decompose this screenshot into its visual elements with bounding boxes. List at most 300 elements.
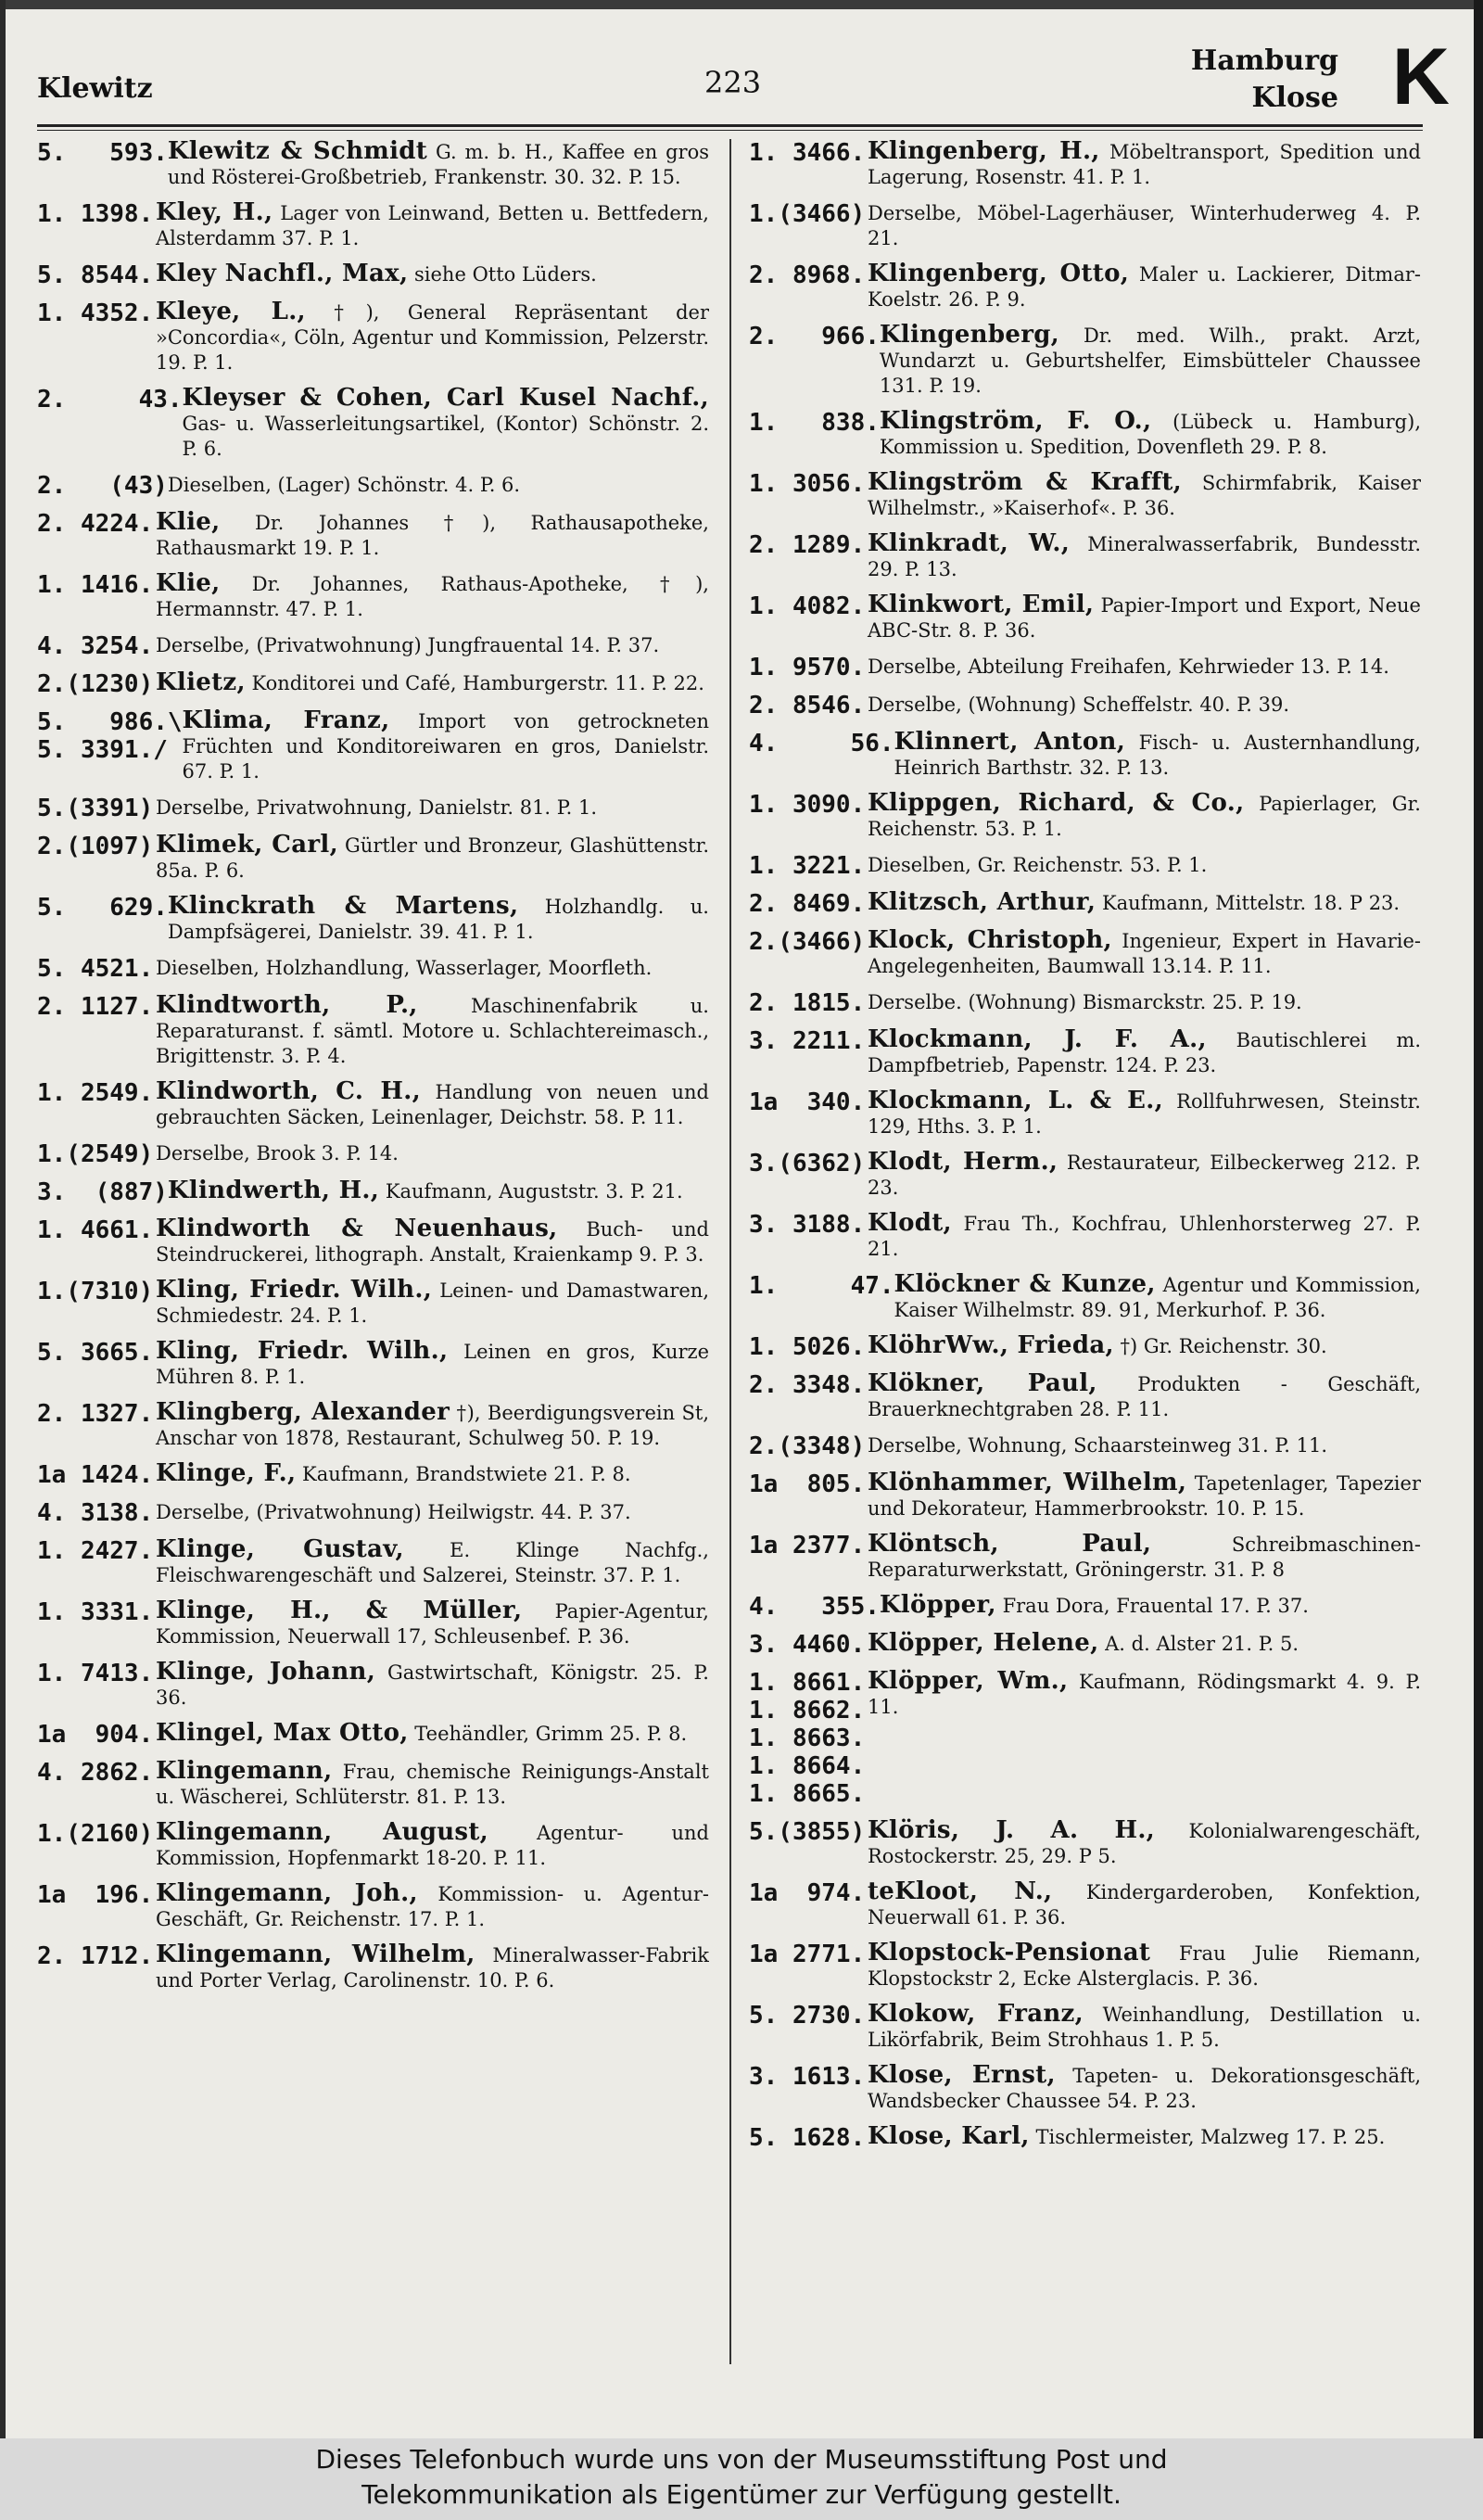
subscriber-name: teKloot, N.,	[868, 1877, 1053, 1905]
phone-number: 1a 2377.	[749, 1532, 866, 1559]
phone-number: 1a 196.	[37, 1881, 154, 1909]
subscriber-details: Kommission- u. Agentur-Geschäft, Gr. Reichenstr. 17. P. 1.	[156, 1883, 709, 1930]
entry-text	[156, 1079, 709, 1130]
subscriber-details: G. m. b. H., Kaffee en gros und Rösterei-Großbetrieb, Frankenstr. 30. 32. P. 15.	[167, 141, 709, 188]
directory-entry	[37, 670, 709, 698]
subscriber-details: Dr. Johannes, Rathaus-Apotheke, †), Hermannstr. 47. P. 1.	[156, 573, 709, 620]
entry-text	[156, 1721, 709, 1747]
directory-entry	[749, 592, 1421, 643]
subscriber-details: Agentur und Kommission, Kaiser Wilhelmstr. 89. 91, Merkurhof. P. 36.	[894, 1274, 1421, 1321]
subscriber-details: Tischlermeister, Malzweg 17. P. 25.	[1035, 2126, 1386, 2148]
subscriber-details: Bautischlerei m. Dampfbetrieb, Papenstr. 124. P. 23.	[868, 1029, 1421, 1076]
phone-number: 1. 8661. 1. 8662. 1. 8663. 1. 8664. 1. 8665.	[749, 1669, 866, 1808]
subscriber-details: Konditorei und Café, Hamburgerstr. 11. P. 22.	[251, 672, 704, 694]
page-header	[37, 32, 1455, 137]
phone-number: 5. 8544.	[37, 261, 154, 289]
subscriber-details: Dr. med. Wilh., prakt. Arzt, Wundarzt u. Geburtshelfer, Eimsbütteler Chaussee 131. P. 19.	[879, 325, 1421, 397]
phone-number: 3. 3188.	[749, 1211, 866, 1239]
directory-entry	[749, 1631, 1421, 1659]
subscriber-name: KlöhrWw., Frieda,	[868, 1331, 1114, 1359]
subscriber-name: Kling, Friedr. Wilh.,	[156, 1276, 433, 1304]
directory-entry	[749, 200, 1421, 251]
directory-entry	[37, 1079, 709, 1130]
directory-entry	[37, 200, 709, 251]
entry-text	[168, 894, 709, 945]
directory-entry	[37, 708, 709, 784]
directory-entry	[37, 1216, 709, 1267]
entry-text	[868, 2063, 1421, 2114]
subscriber-details: Agentur- und Kommission, Hopfenmarkt 18-20. P. 11.	[156, 1822, 709, 1869]
entry-spacer	[1207, 1029, 1236, 1051]
phone-number: 1. 5026.	[749, 1333, 866, 1361]
entry-text	[183, 708, 709, 784]
subscriber-name: Klitzsch, Arthur,	[868, 888, 1096, 916]
header-section-letter: K	[1391, 32, 1450, 121]
phone-number: 1. 3090.	[749, 791, 866, 819]
entry-spacer	[306, 301, 334, 324]
entry-text	[868, 592, 1421, 643]
subscriber-details: Frau Julie Riemann, Klopstockstr 2, Ecke Alsterglacis. P. 36.	[868, 1942, 1421, 1990]
phone-number: 1a 1424.	[37, 1461, 154, 1489]
subscriber-details: Derselbe, (Wohnung) Scheffelstr. 40. P. 39.	[868, 694, 1290, 716]
entry-spacer	[996, 1595, 1003, 1617]
entry-spacer	[296, 1463, 302, 1485]
subscriber-details: Derselbe, (Privatwohnung) Heilwigstr. 44. P. 37.	[156, 1501, 631, 1523]
entry-spacer	[1163, 1090, 1176, 1113]
entry-text	[868, 692, 1421, 718]
entry-text	[156, 510, 709, 561]
subscriber-name: Klöpper,	[879, 1591, 996, 1619]
entry-text	[156, 1216, 709, 1267]
subscriber-name: Kleye, L.,	[156, 298, 306, 325]
directory-entry	[37, 510, 709, 561]
subscriber-details: Tapetenlager, Tapezier und Dekorateur, Hammerbrookstr. 10. P. 15.	[868, 1472, 1421, 1520]
entry-text	[868, 928, 1421, 979]
directory-entry	[749, 1272, 1421, 1323]
entry-text	[156, 200, 709, 251]
entry-spacer	[1244, 793, 1259, 815]
subscriber-details: Produkten - Geschäft, Brauerknechtgraben 28. P. 11.	[868, 1373, 1421, 1420]
phone-number: 1. 3056.	[749, 470, 866, 498]
entry-spacer	[333, 1761, 343, 1783]
phone-number: 2. 43.	[37, 386, 183, 414]
phone-number: 1. 3466.	[749, 139, 866, 167]
subscriber-details: Dr. Johannes †), Rathausapotheke, Rathausmarkt 19. P. 1.	[156, 512, 709, 559]
entry-spacer	[1070, 533, 1087, 555]
subscriber-details: Derselbe, Brook 3. P. 14.	[156, 1142, 399, 1165]
phone-number: 1. 7413.	[37, 1660, 154, 1687]
page-number: 223	[704, 65, 762, 100]
directory-entry	[37, 571, 709, 622]
phone-number: 1. 3221.	[749, 852, 866, 880]
subscriber-name: Klose, Ernst,	[868, 2061, 1056, 2089]
subscriber-name: Klingemann, Wilhelm,	[156, 1941, 475, 1968]
subscriber-name: Klindworth & Neuenhaus,	[156, 1215, 558, 1242]
directory-entry	[749, 1432, 1421, 1460]
subscriber-details: Leinen- und Damastwaren, Schmiedestr. 24. P. 1.	[156, 1279, 709, 1327]
subscriber-details: Fisch- u. Austernhandlung, Heinrich Barthstr. 32. P. 13.	[894, 732, 1421, 779]
entry-text	[868, 1879, 1421, 1930]
entry-text	[868, 531, 1421, 582]
directory-entry	[749, 323, 1421, 399]
subscriber-name: Klinge, F.,	[156, 1459, 297, 1487]
directory-entry	[749, 409, 1421, 460]
phone-number: 5. 4521.	[37, 955, 154, 983]
subscriber-name: Klodt,	[868, 1209, 952, 1237]
entry-spacer	[1100, 141, 1109, 163]
entry-spacer	[421, 1081, 436, 1103]
header-rule-thin	[37, 130, 1423, 131]
subscriber-details: Kaufmann, Rödingsmarkt 4. 9. P. 11.	[868, 1671, 1421, 1718]
subscriber-details: Papier-Agentur, Kommission, Neuerwall 17, Schleusenbef. P. 36.	[156, 1600, 709, 1648]
entry-spacer	[1151, 1534, 1232, 1556]
entry-spacer	[1056, 2065, 1072, 2087]
directory-entry	[37, 1820, 709, 1871]
entry-text	[880, 409, 1421, 460]
subscriber-details: Gastwirtschaft, Königstr. 25. P. 36.	[156, 1661, 709, 1709]
entry-text	[868, 1027, 1421, 1078]
page-right-edge	[1474, 0, 1483, 2438]
subscriber-name: Klöris, J. A. H.,	[868, 1816, 1156, 1844]
phone-number: 1. 1416.	[37, 571, 154, 599]
entry-spacer	[518, 896, 544, 918]
subscriber-name: Klingström & Krafft,	[868, 468, 1183, 496]
subscriber-name: Kley Nachfl., Max,	[156, 260, 409, 287]
subscriber-name: Klingström, F. O.,	[879, 407, 1152, 435]
entry-spacer	[1052, 1881, 1085, 1903]
entry-text	[868, 1432, 1421, 1458]
directory-entry	[749, 2063, 1421, 2114]
phone-number: 5. 629.	[37, 894, 168, 922]
phone-number: 2. 8968.	[749, 261, 866, 289]
directory-entry	[37, 139, 709, 190]
subscriber-details: Frau Dora, Frauental 17. P. 37.	[1002, 1595, 1309, 1617]
directory-entry	[37, 993, 709, 1069]
phone-number: 2.(3466)	[749, 928, 866, 956]
entry-text	[156, 571, 709, 622]
subscriber-name: Klietz,	[156, 668, 246, 696]
column-divider	[729, 139, 731, 2364]
subscriber-name: Klindworth, C. H.,	[156, 1077, 421, 1105]
entry-text	[868, 261, 1421, 312]
phone-number: 1a 2771.	[749, 1941, 866, 1968]
subscriber-details: Mineralwasserfabrik, Bundesstr. 29. P. 13.	[868, 533, 1421, 580]
phone-number: 2. 8469.	[749, 890, 866, 918]
subscriber-name: Klippgen, Richard, & Co.,	[868, 789, 1245, 817]
entry-spacer	[1129, 263, 1139, 286]
directory-entry	[37, 1278, 709, 1329]
subscriber-details: Leinen en gros, Kurze Mühren 8. P. 1.	[156, 1341, 709, 1388]
directory-entry	[37, 833, 709, 884]
phone-number: 2.(1230)	[37, 670, 154, 698]
subscriber-name: Klingenberg, Otto,	[868, 260, 1130, 287]
phone-number: 2. 1289.	[749, 531, 866, 559]
subscriber-name: Klöpper, Helene,	[868, 1629, 1099, 1657]
entry-spacer	[558, 1218, 587, 1241]
subscriber-name: Klingemann, Joh.,	[156, 1879, 418, 1907]
phone-number: 2. 1127.	[37, 993, 154, 1021]
entry-spacer	[338, 834, 345, 857]
directory-entry	[37, 1499, 709, 1527]
directory-entry	[37, 386, 709, 462]
subscriber-name: Klockmann, L. & E.,	[868, 1087, 1163, 1114]
subscriber-name: Kling, Friedr. Wilh.,	[156, 1337, 449, 1365]
subscriber-details: Kaufmann, Mittelstr. 18. P 23.	[1101, 892, 1401, 914]
subscriber-details: Buch- und Steindruckerei, lithograph. Anstalt, Kraienkamp 9. P. 3.	[156, 1218, 709, 1266]
right-column	[749, 139, 1421, 2383]
entry-text	[868, 1088, 1421, 1139]
entry-text	[156, 1881, 709, 1932]
phone-number: 1a 904.	[37, 1721, 154, 1749]
left-column	[37, 139, 709, 2383]
directory-entry	[37, 795, 709, 822]
directory-entry	[37, 472, 709, 500]
subscriber-name: Klinge, H., & Müller,	[156, 1597, 523, 1624]
phone-number: 2. 1815.	[749, 989, 866, 1017]
phone-number: 3. (887)	[37, 1178, 168, 1206]
entry-text	[156, 261, 709, 287]
subscriber-name: Klöntsch, Paul,	[868, 1530, 1152, 1558]
entry-spacer	[448, 1341, 463, 1363]
subscriber-details: †), General Repräsentant der »Concordia«, Cöln, Agentur und Kommission, Pelzerstr. 19. P. 1.	[156, 301, 709, 374]
phone-number: 2.(1097)	[37, 833, 154, 860]
entry-text	[868, 989, 1421, 1015]
directory-entry	[749, 1818, 1421, 1869]
directory-entry	[749, 989, 1421, 1017]
directory-entry	[37, 894, 709, 945]
entry-text	[156, 1499, 709, 1525]
subscriber-details: E. Klinge Nachfg., Fleischwarengeschäft und Salzerei, Steinstr. 37. P. 1.	[156, 1539, 709, 1586]
subscriber-name: Klokow, Franz,	[868, 2000, 1084, 2028]
subscriber-details: Schreibmaschinen-Reparaturwerkstatt, Gröningerstr. 31. P. 8	[868, 1534, 1421, 1581]
entry-spacer	[408, 263, 414, 286]
directory-entry	[37, 1881, 709, 1932]
footer-line-2: Telekommunikation als Eigentümer zur Verfügung gestellt.	[361, 2479, 1122, 2510]
entry-text	[868, 200, 1421, 251]
phone-number: 4. 355.	[749, 1593, 880, 1621]
entry-spacer	[379, 1180, 386, 1203]
phone-number: 5. 986.\ 5. 3391./	[37, 708, 183, 764]
subscriber-details: Frau, chemische Reinigungs-Anstalt u. Wäscherei, Schlüterstr. 81. P. 13.	[156, 1761, 709, 1808]
entry-text	[156, 1942, 709, 1993]
phone-number: 1.(2160)	[37, 1820, 154, 1848]
subscriber-name: Klingenberg,	[879, 321, 1060, 349]
directory-entry	[37, 261, 709, 289]
entry-text	[156, 955, 709, 981]
directory-entry	[749, 1669, 1421, 1808]
directory-entry	[37, 1339, 709, 1390]
entry-text	[894, 730, 1421, 781]
directory-entry	[749, 692, 1421, 719]
subscriber-details: †) Gr. Reichenstr. 30.	[1120, 1335, 1327, 1357]
footer-line-1: Dieses Telefonbuch wurde uns von der Museumsstiftung Post und	[315, 2444, 1168, 2475]
subscriber-name: Klingemann,	[156, 1757, 333, 1785]
phone-number: 2. 3348.	[749, 1371, 866, 1399]
subscriber-name: Klingel, Max Otto,	[156, 1719, 409, 1747]
entry-text	[156, 632, 709, 658]
subscriber-details: Kaufmann, Auguststr. 3. P. 21.	[385, 1180, 683, 1203]
subscriber-name: Klindtworth, P.,	[156, 991, 418, 1019]
phone-number: 1. 47.	[749, 1272, 894, 1300]
subscriber-details: Papier-Import und Export, Neue ABC-Str. 8. P. 36.	[868, 594, 1421, 642]
subscriber-name: Klockmann, J. F. A.,	[868, 1025, 1207, 1053]
entry-text	[868, 654, 1421, 680]
directory-entry	[749, 791, 1421, 842]
subscriber-details: Holzhandlg. u. Dampfsägerei, Danielstr. 39. 41. P. 1.	[167, 896, 709, 943]
subscriber-details: Kaufmann, Brandstwiete 21. P. 8.	[302, 1463, 631, 1485]
entry-text	[868, 1669, 1421, 1720]
directory-entry	[749, 1532, 1421, 1583]
entry-text	[156, 670, 709, 696]
entry-spacer	[427, 141, 436, 163]
entry-text	[183, 386, 709, 462]
subscriber-name: Kley, H.,	[156, 198, 273, 226]
subscriber-name: Klingenberg, H.,	[868, 139, 1100, 165]
directory-entry	[749, 531, 1421, 582]
subscriber-details: Kolonialwarengeschäft, Rostockerstr. 25, 29. P 5.	[868, 1820, 1421, 1867]
directory-entry	[749, 1593, 1421, 1621]
subscriber-details: Ingenieur, Expert in Havarie-Angelegenheiten, Baumwall 13.14. P. 11.	[868, 930, 1421, 977]
subscriber-name: Klingemann, August,	[156, 1818, 489, 1846]
entry-spacer	[1150, 1942, 1179, 1965]
subscriber-name: Klönhammer, Wilhelm,	[868, 1469, 1187, 1496]
subscriber-details: Mineralwasser-Fabrik und Porter Verlag, Carolinenstr. 10. P. 6.	[156, 1944, 709, 1992]
subscriber-name: Klinge, Johann,	[156, 1658, 376, 1686]
phone-number: 1. 2549.	[37, 1079, 154, 1107]
phone-number: 1. 1398.	[37, 200, 154, 228]
subscriber-details: Möbeltransport, Spedition und Lagerung, Rosenstr. 41. P. 1.	[868, 141, 1421, 188]
phone-number: 3. 2211.	[749, 1027, 866, 1055]
phone-number: 2.(3348)	[749, 1432, 866, 1460]
entry-spacer	[1151, 411, 1172, 433]
subscriber-details: Derselbe, Wohnung, Schaarsteinweg 31. P. 11.	[868, 1434, 1327, 1457]
entry-spacer	[220, 573, 251, 595]
header-last-name: Klose	[1251, 82, 1338, 114]
entry-spacer	[418, 995, 471, 1017]
entry-spacer	[522, 1600, 554, 1623]
subscriber-name: Klopstock-Pensionat	[868, 1939, 1151, 1966]
phone-number: 2. 1712.	[37, 1942, 154, 1970]
phone-number: 5. 3665.	[37, 1339, 154, 1367]
subscriber-details: Papierlager, Gr. Reichenstr. 53. P. 1.	[868, 793, 1421, 840]
entry-spacer	[1182, 472, 1202, 494]
phone-number: 2. 966.	[749, 323, 880, 350]
entry-text	[868, 2124, 1421, 2150]
directory-entry	[749, 890, 1421, 918]
phone-number: 4. 3138.	[37, 1499, 154, 1527]
directory-entry	[37, 1537, 709, 1588]
subscriber-details: Rollfuhrwesen, Steinstr. 129, Hths. 3. P. 1.	[868, 1090, 1421, 1138]
phone-number: 1. 3331.	[37, 1598, 154, 1626]
subscriber-details: Teehändler, Grimm 25. P. 8.	[414, 1723, 688, 1745]
directory-entry	[749, 2124, 1421, 2152]
entry-text	[880, 323, 1421, 399]
phone-number: 1. 9570.	[749, 654, 866, 681]
subscriber-details: Dieselben, Gr. Reichenstr. 53. P. 1.	[868, 854, 1208, 876]
subscriber-details: Tapeten- u. Dekorationsgeschäft, Wandsbecker Chaussee 54. P. 23.	[868, 2065, 1421, 2112]
entry-text	[156, 1461, 709, 1487]
phone-number: 4. 56.	[749, 730, 894, 757]
phone-number: 4. 3254.	[37, 632, 154, 660]
subscriber-name: Klimek, Carl,	[156, 831, 338, 859]
entry-text	[156, 299, 709, 375]
subscriber-details: Derselbe, Privatwohnung, Danielstr. 81. P. 1.	[156, 796, 598, 819]
directory-entry	[37, 1660, 709, 1711]
phone-number: 1.(2549)	[37, 1140, 154, 1168]
subscriber-details: Handlung von neuen und gebrauchten Säcken, Leinenlager, Deichstr. 58. P. 11.	[156, 1081, 709, 1128]
subscriber-details: Gas- u. Wasserleitungsartikel, (Kontor) Schönstr. 2. P. 6.	[182, 413, 709, 460]
phone-number: 1. 838.	[749, 409, 880, 437]
subscriber-name: Klinnert, Anton,	[894, 728, 1126, 756]
subscriber-details: Import von getrockneten Früchten und Konditoreiwaren en gros, Danielstr. 67. P. 1.	[182, 710, 709, 783]
subscriber-name: Klöpper, Wm.,	[868, 1667, 1069, 1695]
subscriber-name: Klie,	[156, 508, 221, 536]
subscriber-name: Klose, Karl,	[868, 2122, 1030, 2150]
entry-spacer	[1156, 1274, 1163, 1296]
phone-number: 2. 1327.	[37, 1400, 154, 1428]
entry-spacer	[389, 710, 418, 732]
subscriber-details: Dieselben, (Lager) Schönstr. 4. P. 6.	[167, 474, 521, 496]
directory-entry	[749, 139, 1421, 190]
subscriber-name: Klinkradt, W.,	[868, 529, 1071, 557]
directory-entry	[37, 1178, 709, 1206]
subscriber-details: Restaurateur, Eilbeckerweg 212. P. 23.	[868, 1152, 1421, 1199]
phone-number: 1a 340.	[749, 1088, 866, 1116]
entry-text	[168, 139, 709, 190]
subscriber-name: Klinkwort, Emil,	[868, 591, 1095, 618]
entry-spacer	[1186, 1472, 1195, 1495]
directory-entry	[749, 852, 1421, 880]
entry-text	[868, 1371, 1421, 1422]
directory-entry	[749, 654, 1421, 681]
entry-text	[156, 1339, 709, 1390]
entry-text	[868, 1941, 1421, 1992]
subscriber-details: Derselbe, Möbel-Lagerhäuser, Winterhuderweg 4. P. 21.	[868, 202, 1421, 249]
phone-number: 5. 2730.	[749, 2002, 866, 2030]
subscriber-details: Schirmfabrik, Kaiser Wilhelmstr., »Kaiserhof«. P. 36.	[868, 472, 1421, 519]
directory-entry	[749, 1150, 1421, 1201]
subscriber-details: Maler u. Lackierer, Ditmar-Koelstr. 26. P. 9.	[868, 263, 1421, 311]
entry-text	[156, 1660, 709, 1711]
entry-text	[868, 1818, 1421, 1869]
entry-text	[156, 993, 709, 1069]
subscriber-details: Dieselben, Holzhandlung, Wasserlager, Moorfleth.	[156, 957, 653, 979]
phone-number: 1a 805.	[749, 1470, 866, 1498]
subscriber-name: Klingberg, Alexander	[156, 1398, 450, 1426]
subscriber-details: A. d. Alster 21. P. 5.	[1105, 1633, 1299, 1655]
subscriber-details: Derselbe. (Wohnung) Bismarckstr. 25. P. 19.	[868, 991, 1302, 1013]
directory-entry	[37, 1942, 709, 1993]
page-left-edge	[0, 0, 6, 2438]
entry-text	[868, 139, 1421, 190]
entry-text	[868, 1470, 1421, 1521]
directory-entry	[749, 2002, 1421, 2053]
entry-spacer	[1155, 1820, 1189, 1842]
entry-text	[156, 1598, 709, 1649]
header-rule	[37, 124, 1423, 127]
footer-notice	[0, 2438, 1483, 2520]
subscriber-details: Lager von Leinwand, Betten u. Bettfedern, Alsterdamm 37. P. 1.	[156, 202, 709, 249]
directory-entry	[37, 632, 709, 660]
phone-number: 1.(3466)	[749, 200, 866, 228]
entry-spacer	[246, 672, 252, 694]
subscriber-details: Maschinenfabrik u. Reparaturanst. f. sämtl. Motore u. Schlachtereimasch., Brigittenstr. 3. P. 4.	[156, 995, 709, 1067]
entry-text	[868, 1150, 1421, 1201]
subscriber-details: (Lübeck u. Hamburg), Kommission u. Spedition, Dovenfleth 29. P. 8.	[879, 411, 1421, 458]
entry-text	[868, 2002, 1421, 2053]
directory-entry	[749, 928, 1421, 979]
phone-number: 1. 4661.	[37, 1216, 154, 1244]
